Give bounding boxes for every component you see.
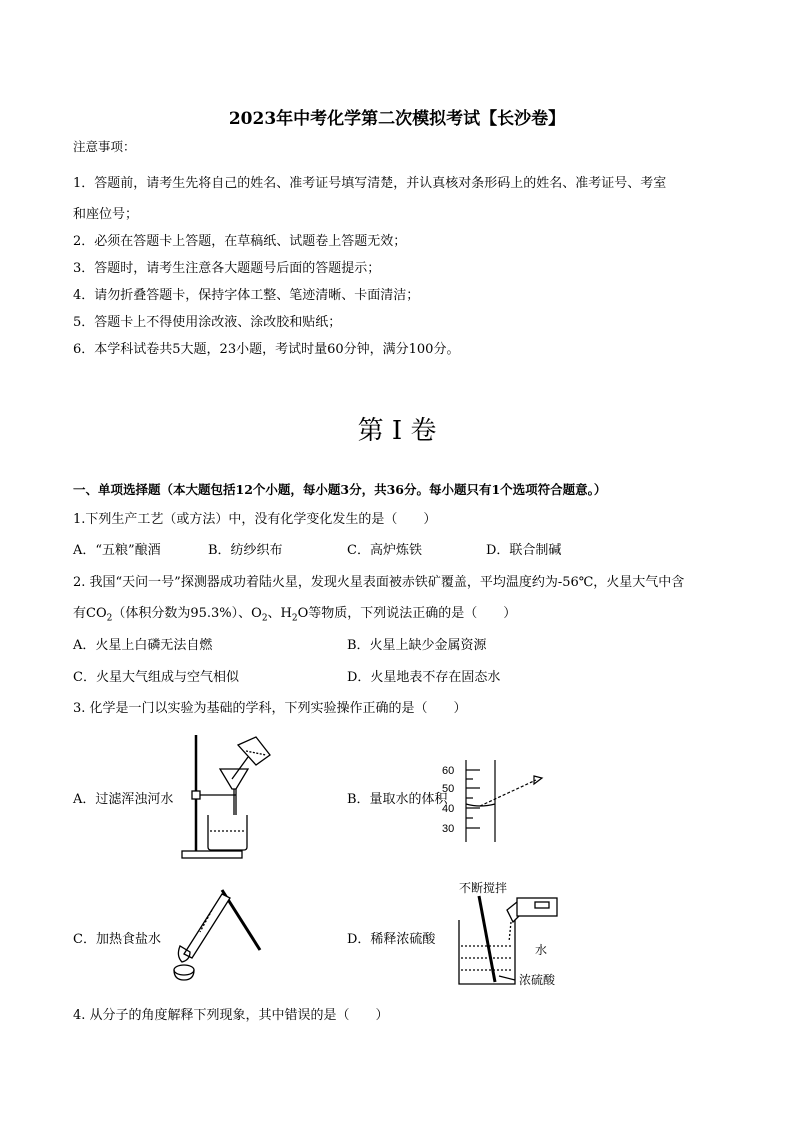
question-3-stem: 3. 化学是一门以实验为基础的学科，下列实验操作正确的是（ ） xyxy=(73,701,467,716)
q1-option-a: A．“五粮”酿酒 xyxy=(73,543,161,558)
cylinder-tick-label: 60 xyxy=(442,765,455,777)
question-2-stem-line1: 2. 我国“天问一号”探测器成功着陆火星，发现火星表面被赤铁矿覆盖，平均温度约为-56℃，火星大气中含 xyxy=(73,575,685,590)
q2-option-b: B．火星上缺少金属资源 xyxy=(347,638,487,653)
q3-option-d: D．稀释浓硫酸 xyxy=(347,932,436,947)
water-label: 水 xyxy=(535,943,548,957)
dilute-acid-figure xyxy=(455,880,585,990)
notice-item: 5．答题卡上不得使用涂改液、涂改胶和贴纸； xyxy=(73,315,342,330)
q1-option-c: C．高炉炼铁 xyxy=(347,543,422,558)
notice-item: 4．请勿折叠答题卡，保持字体工整、笔迹清晰、卡面清洁； xyxy=(73,288,420,303)
cylinder-tick-label: 30 xyxy=(442,823,455,835)
filtration-apparatus-figure xyxy=(180,733,280,861)
volume-title: 第 I 卷 xyxy=(357,416,437,446)
stir-label: 不断搅拌 xyxy=(459,881,508,895)
question-2-stem-line2: 有$CO_2$（体积分数为95.3%）、$O_2$、$H_2O$等物质，下列说法正确的是（ ） xyxy=(73,606,517,624)
notice-item: 1．答题前，请考生先将自己的姓名、准考证号填写清楚，并认真核对条形码上的姓名、准考证号、考室 xyxy=(73,176,667,191)
heating-test-tube-figure xyxy=(160,884,270,982)
notice-item: 3．答题时，请考生注意各大题题号后面的答题提示； xyxy=(73,261,381,276)
page-title: 2023年中考化学第二次模拟考试【长沙卷】 xyxy=(228,109,566,129)
cylinder-tick-label: 40 xyxy=(442,803,455,815)
q2-option-d: D．火星地表不存在固态水 xyxy=(347,670,501,685)
q2-option-a: A．火星上白磷无法自燃 xyxy=(73,638,213,653)
q1-option-b: B．纺纱织布 xyxy=(208,543,283,558)
question-1-stem: 1.下列生产工艺（或方法）中，没有化学变化发生的是（ ） xyxy=(73,512,437,527)
notice-heading: 注意事项： xyxy=(73,139,136,154)
notice-item: 2．必须在答题卡上答题，在草稿纸、试题卷上答题无效； xyxy=(73,234,407,249)
section-heading: 一、单项选择题（本大题包括12个小题，每小题3分，共36分。每小题只有1个选项符合题意。） xyxy=(73,482,607,497)
q3-option-b: B．量取水的体积 xyxy=(347,792,448,807)
notice-item: 和座位号； xyxy=(73,207,139,222)
acid-label: 浓硫酸 xyxy=(519,973,556,987)
question-4-stem: 4. 从分子的角度解释下列现象，其中错误的是（ ） xyxy=(73,1008,389,1023)
q3-option-c: C．加热食盐水 xyxy=(73,932,161,947)
notice-item: 6．本学科试卷共5大题，23小题，考试时量60分钟，满分100分。 xyxy=(73,342,460,357)
q2-option-c: C．火星大气组成与空气相似 xyxy=(73,670,239,685)
graduated-cylinder-figure xyxy=(440,758,560,844)
q1-option-d: D．联合制碱 xyxy=(486,543,562,558)
cylinder-tick-label: 50 xyxy=(442,783,455,795)
q3-option-a: A．过滤浑浊河水 xyxy=(73,792,174,807)
